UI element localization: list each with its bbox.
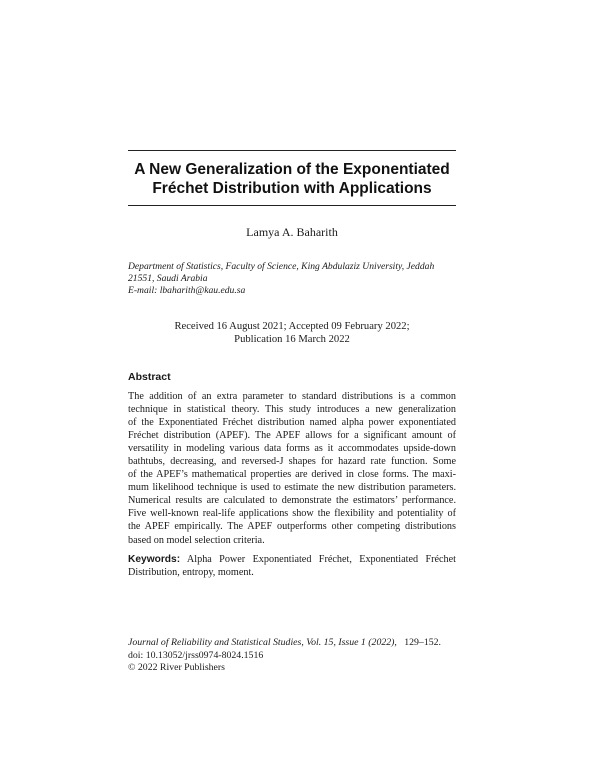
abstract-line: mum likelihood technique is used to estimate the new distribution parameters.	[128, 482, 456, 494]
author-name: Lamya A. Baharith	[246, 225, 338, 239]
abstract-line: Fréchet distribution (APEF). The APEF allows for a significant amount of	[128, 430, 456, 442]
abstract-heading: Abstract	[128, 371, 171, 383]
copyright: © 2022 River Publishers	[128, 662, 225, 674]
author-email: E-mail: lbaharith@kau.edu.sa	[128, 285, 246, 297]
title-line-1: A New Generalization of the Exponentiated	[134, 161, 450, 178]
abstract-line: The addition of an extra parameter to standard distributions is a common	[128, 391, 456, 402]
keywords-line-1	[128, 553, 456, 566]
abstract-line: of the Exponentiated Fréchet distribution named alpha power exponentiated	[128, 417, 456, 429]
paper-title	[112, 160, 472, 198]
abstract-line: Numerical results are calculated to demonstrate the estimators’ performance.	[128, 495, 456, 507]
publication-dates	[128, 320, 456, 346]
abstract-line: bathtubs, decreasing, and reversed-J shapes for hazard rate function. Some	[128, 456, 456, 468]
keywords	[128, 553, 456, 579]
page-range: 129–152.	[404, 637, 441, 648]
abstract-line: versatility in modeling various data forms as it accommodates upside-down	[128, 443, 456, 455]
journal-citation	[128, 637, 468, 650]
received-accepted-dates: Received 16 August 2021; Accepted 09 February 2022;	[174, 321, 410, 332]
title-line-2: Fréchet Distribution with Applications	[152, 180, 432, 197]
journal-footer	[128, 637, 468, 675]
abstract-line: technique in statistical theory. This study introduces a new generalization	[128, 404, 456, 416]
doi: doi: 10.13052/jrss0974-8024.1516	[128, 649, 264, 661]
title-bottom-rule	[128, 205, 456, 206]
title-top-rule	[128, 150, 456, 151]
abstract-line: the APEF empirically. The APEF outperforms other competing distributions	[128, 521, 456, 533]
keywords-text-1: Alpha Power Exponentiated Fréchet, Exponentiated Fréchet	[186, 554, 456, 565]
affiliation-line-2: 21551, Saudi Arabia	[128, 273, 208, 285]
abstract-line: based on model selection criteria.	[128, 534, 265, 546]
abstract-line: Five well-known real-life applications show the flexibility and potentiality of	[128, 508, 456, 520]
affiliation	[128, 261, 458, 298]
abstract-line: of the APEF’s mathematical properties are derived in close forms. The maxi-	[128, 469, 456, 481]
affiliation-line-1: Department of Statistics, Faculty of Science, King Abdulaziz University, Jeddah	[128, 261, 435, 272]
journal-name: Journal of Reliability and Statistical Studies, Vol. 15, Issue 1 (2022),	[128, 637, 397, 648]
keywords-label: Keywords:	[128, 554, 181, 565]
keywords-line-2: Distribution, entropy, moment.	[128, 567, 254, 579]
publication-date: Publication 16 March 2022	[234, 334, 350, 345]
abstract-body	[128, 390, 456, 547]
